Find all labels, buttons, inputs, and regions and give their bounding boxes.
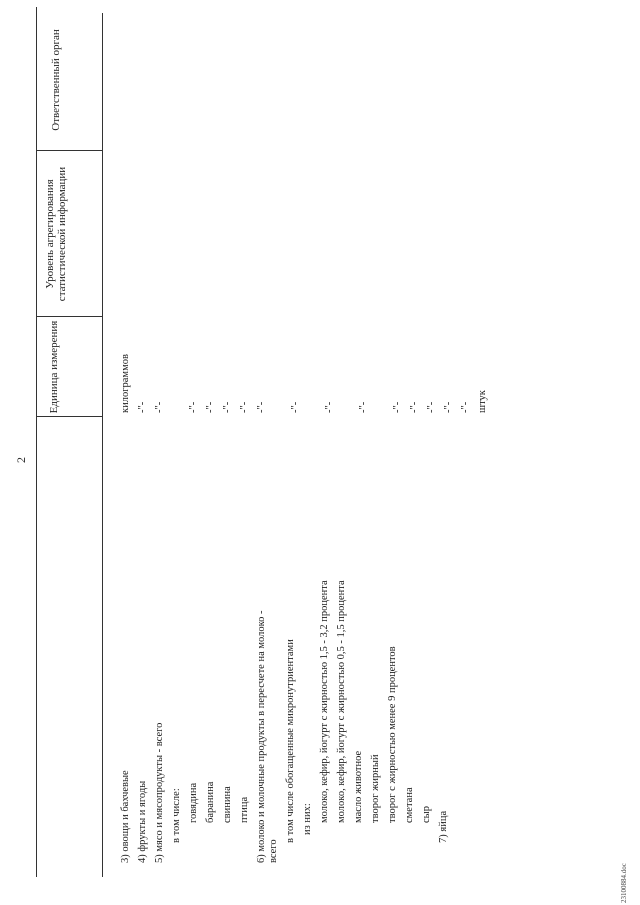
row-item: из них: [302,803,313,835]
row-unit [307,333,319,413]
row-unit: -"- [358,401,369,413]
row-unit: -"- [460,401,471,413]
col-divider-3 [36,150,102,151]
row-item: баранина [205,781,216,823]
row-item: сметана [404,787,415,823]
row-item: 6) молоко и молочные продукты в пересчете на молоко - всего [256,610,279,863]
row-item: творог жирный [370,754,381,823]
row-unit: -"- [137,401,148,413]
row-item: в том числе: [171,788,182,843]
row-unit: -"- [392,401,403,413]
row-unit: -"- [324,401,335,413]
row-labels [120,343,455,863]
row-item: говядина [188,782,199,823]
row-item: в том числе обогащенные микронутриентами [285,639,296,843]
page-number: 2 [14,457,28,463]
row-unit: -"- [290,401,301,413]
file-name-footer: 23100884.doc [620,863,628,903]
row-item: 5) мясо и мясопродукты - всего [154,722,165,863]
header-unit: Единица измерения [48,320,60,414]
row-item: свинина [222,786,233,823]
row-unit: -"- [154,401,165,413]
row-unit [171,333,183,413]
row-unit: -"- [205,401,216,413]
row-unit: -"- [256,401,267,413]
row-item: птица [239,796,250,823]
row-item: 4) фрукты и ягоды [137,780,148,863]
row-unit: штук [477,390,488,413]
row-item: 3) овощи и бахчевые [120,770,131,863]
row-unit: -"- [188,401,199,413]
row-unit: -"- [239,401,250,413]
row-unit: -"- [409,401,420,413]
row-item: молоко, кефир, йогурт с жирностью 1,5 - 3,2 процента [319,580,330,823]
row-item: масло животное [353,750,364,823]
row-item: сыр [421,806,432,823]
row-unit: -"- [443,401,454,413]
row-item: молоко, кефир, йогурт с жирностью 0,5 - 1,5 процента [336,580,347,823]
statistics-table [36,7,636,877]
row-item: творог с жирностью менее 9 процентов [387,646,398,823]
row-unit: -"- [426,401,437,413]
header-aggregation-level: Уровень агрегирования статистической информации [44,166,68,302]
row-item: 7) яйца [438,810,449,843]
header-bottom-border [102,13,103,877]
header-responsible-body: Ответственный орган [50,29,62,131]
table-top-border [36,7,37,877]
unit-column [120,333,494,413]
col-divider-1 [36,416,102,417]
row-unit: -"- [222,401,233,413]
col-divider-2 [36,316,102,317]
row-unit: килограммов [120,354,131,413]
